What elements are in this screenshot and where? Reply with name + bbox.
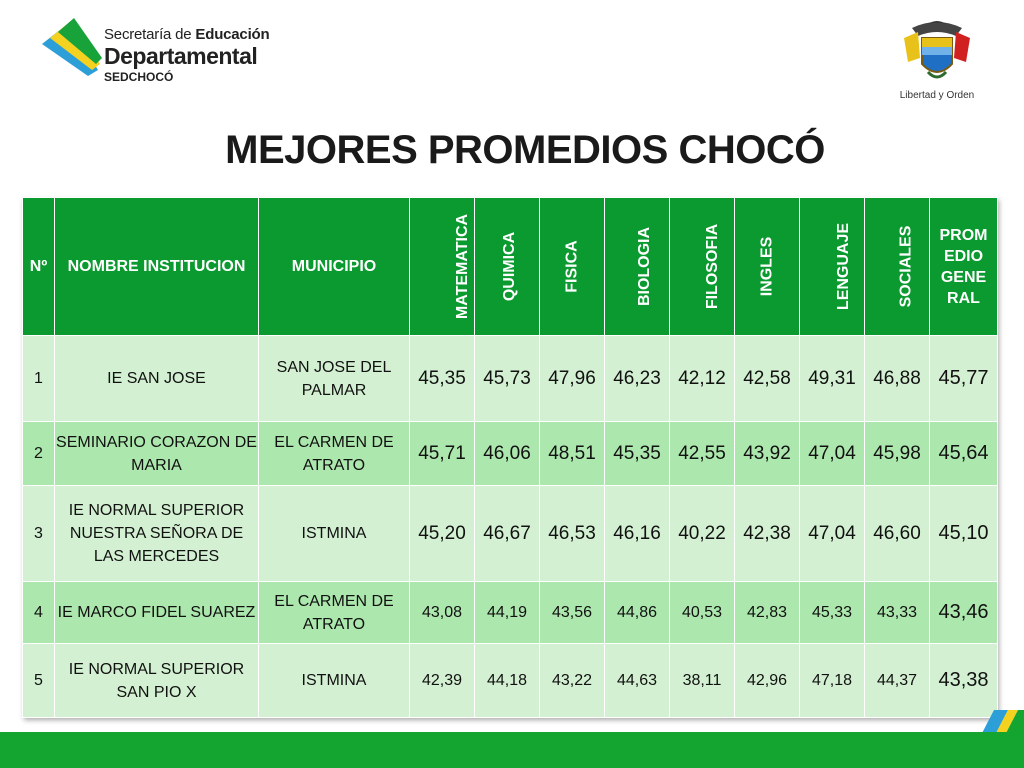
cell-num: 4 [23, 582, 55, 644]
table-row [23, 486, 998, 582]
cell-quimica: 46,06 [475, 422, 540, 486]
coat-of-arms [898, 18, 976, 106]
cell-filosofia: 42,55 [670, 422, 735, 486]
scores-table-container [22, 197, 997, 717]
cell-ingles: 42,96 [735, 644, 800, 718]
cell-municipio: ISTMINA [259, 486, 410, 582]
footer-bar [0, 732, 1024, 768]
header-municipio: MUNICIPIO [259, 198, 410, 336]
table-row [23, 644, 998, 718]
cell-biologia: 46,16 [605, 486, 670, 582]
logo-line2: Departamental [104, 43, 258, 69]
cell-filosofia: 40,53 [670, 582, 735, 644]
logo-line3: SEDCHOCÓ [104, 70, 174, 84]
cell-lenguaje: 47,04 [800, 486, 865, 582]
header-ingles: INGLES [735, 198, 800, 336]
cell-fisica: 47,96 [540, 336, 605, 422]
cell-matematica: 45,20 [410, 486, 475, 582]
cell-sociales: 46,88 [865, 336, 930, 422]
cell-quimica: 46,67 [475, 486, 540, 582]
scores-table [22, 197, 998, 718]
cell-promedio: 45,77 [930, 336, 998, 422]
cell-lenguaje: 49,31 [800, 336, 865, 422]
header-sociales: SOCIALES [865, 198, 930, 336]
cell-fisica: 43,56 [540, 582, 605, 644]
table-row [23, 336, 998, 422]
header-num: Nº [23, 198, 55, 336]
cell-promedio: 43,38 [930, 644, 998, 718]
cell-quimica: 44,19 [475, 582, 540, 644]
header-matematica: MATEMATICA [410, 198, 475, 336]
cell-nombre: SEMINARIO CORAZON DE MARIA [55, 422, 259, 486]
cell-ingles: 43,92 [735, 422, 800, 486]
cell-municipio: ISTMINA [259, 644, 410, 718]
header-fisica: FISICA [540, 198, 605, 336]
cell-nombre: IE NORMAL SUPERIOR NUESTRA SEÑORA DE LAS MERCEDES [55, 486, 259, 582]
table-row [23, 582, 998, 644]
header-nombre: NOMBRE INSTITUCION [55, 198, 259, 336]
cell-quimica: 45,73 [475, 336, 540, 422]
header-lenguaje: LENGUAJE [800, 198, 865, 336]
cell-num: 2 [23, 422, 55, 486]
cell-filosofia: 38,11 [670, 644, 735, 718]
cell-sociales: 46,60 [865, 486, 930, 582]
cell-ingles: 42,83 [735, 582, 800, 644]
header-promedio: PROMEDIO GENERAL [930, 198, 998, 336]
cell-quimica: 44,18 [475, 644, 540, 718]
sedchoco-logo [40, 18, 290, 88]
motto-text: Libertad y Orden [899, 90, 975, 101]
cell-sociales: 43,33 [865, 582, 930, 644]
header-filosofia: FILOSOFIA [670, 198, 735, 336]
cell-municipio: SAN JOSE DEL PALMAR [259, 336, 410, 422]
cell-biologia: 44,86 [605, 582, 670, 644]
cell-matematica: 42,39 [410, 644, 475, 718]
coat-of-arms-icon [898, 18, 976, 90]
table-row [23, 422, 998, 486]
logo-line1: Secretaría de Educación [104, 26, 270, 43]
cell-filosofia: 42,12 [670, 336, 735, 422]
cell-num: 5 [23, 644, 55, 718]
cell-fisica: 46,53 [540, 486, 605, 582]
cell-biologia: 44,63 [605, 644, 670, 718]
table-header-row [23, 198, 998, 336]
cell-nombre: IE NORMAL SUPERIOR SAN PIO X [55, 644, 259, 718]
cell-biologia: 46,23 [605, 336, 670, 422]
cell-matematica: 45,35 [410, 336, 475, 422]
cell-nombre: IE MARCO FIDEL SUAREZ [55, 582, 259, 644]
cell-municipio: EL CARMEN DE ATRATO [259, 582, 410, 644]
cell-nombre: IE SAN JOSE [55, 336, 259, 422]
cell-ingles: 42,38 [735, 486, 800, 582]
cell-fisica: 43,22 [540, 644, 605, 718]
cell-ingles: 42,58 [735, 336, 800, 422]
cell-biologia: 45,35 [605, 422, 670, 486]
cell-promedio: 45,64 [930, 422, 998, 486]
cell-sociales: 45,98 [865, 422, 930, 486]
cell-municipio: EL CARMEN DE ATRATO [259, 422, 410, 486]
cell-filosofia: 40,22 [670, 486, 735, 582]
cell-promedio: 45,10 [930, 486, 998, 582]
cell-matematica: 45,71 [410, 422, 475, 486]
cell-lenguaje: 45,33 [800, 582, 865, 644]
page-title: MEJORES PROMEDIOS CHOCÓ [225, 128, 825, 172]
cell-sociales: 44,37 [865, 644, 930, 718]
cell-num: 3 [23, 486, 55, 582]
header-biologia: BIOLOGIA [605, 198, 670, 336]
cell-num: 1 [23, 336, 55, 422]
cell-matematica: 43,08 [410, 582, 475, 644]
cell-promedio: 43,46 [930, 582, 998, 644]
cell-lenguaje: 47,04 [800, 422, 865, 486]
sedchoco-logo-icon [40, 18, 104, 88]
header-quimica: QUIMICA [475, 198, 540, 336]
cell-fisica: 48,51 [540, 422, 605, 486]
cell-lenguaje: 47,18 [800, 644, 865, 718]
